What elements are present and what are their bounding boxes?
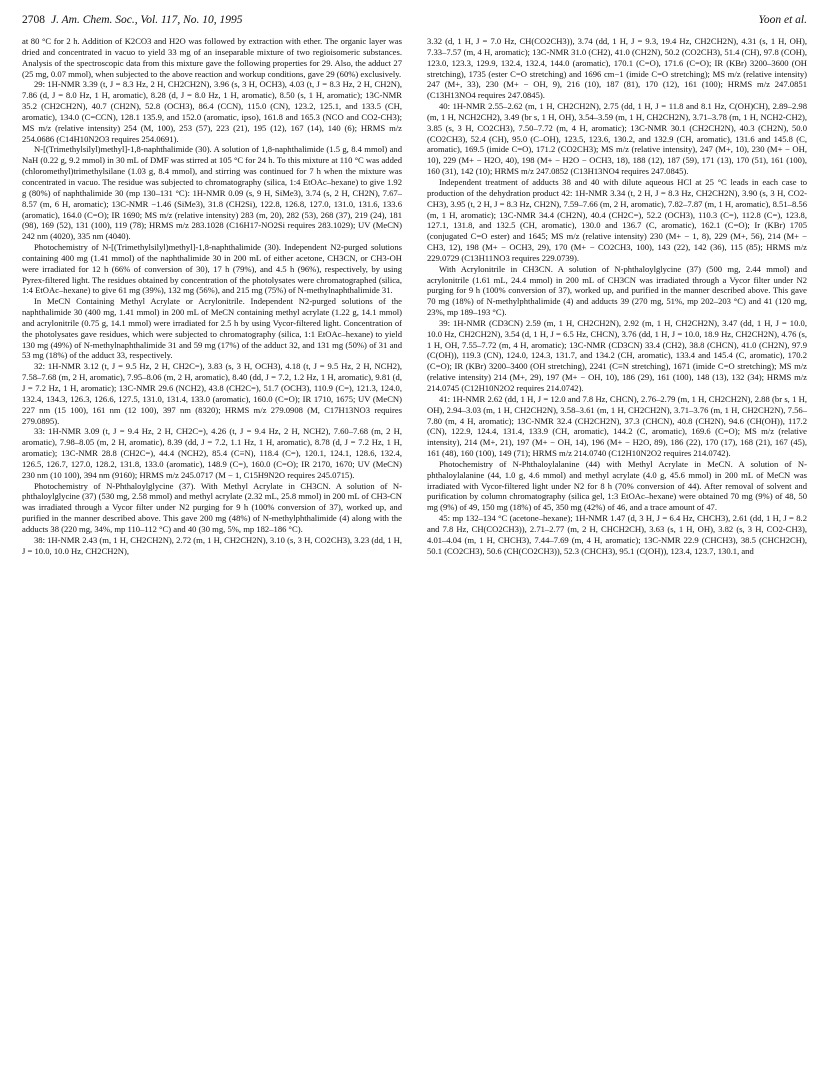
paragraph: 40: 1H-NMR 2.55–2.62 (m, 1 H, CH2CH2N), 2.75 (dd, 1 H, J = 11.8 and 8.1 Hz, C(OH)CH), 2.89–2.98 (m, 1 H, NCH2CH2), 3.49 (br s, 1 H, OH), 3.54–3.59 (m, 1 H, CH2CH2N), 3.71–3.78 (m, 1 H, NCH2-CH2), 3.85 (s, 3 H, CO2CH3), 7.50–7.72 (m, 4 H, aromatic); 13C-NMR 30.1 (CH2CH2N), 40.3 (CH2N), 50.0 (CO2CH3), 52.4 (CH), 95.0 (C–OH), 123.5, 123.6, 130.2, and 132.9 (CH, aromatic), 131.6 and 145.8 (C, aromatic), 169.5 (imide C=O), 171.2 (CO2CH3); MS m/z (relative intensity), 247 (M+, 10), 230 (M+ − OH, 10), 229 (M+ − H2O, 40), 198 (M+ − H2O − OCH3, 18), 188 (12), 187 (59), 171 (13), 170 (51), 161 (100), 160 (31), 142 (10); HRMS m/z 247.0852 (C13H13NO4 requires 247.0845).: [427, 101, 807, 177]
paragraph: N-[(Trimethylsilyl)methyl]-1,8-naphthalimide (30). A solution of 1,8-naphthalimide (1.5 g, 8.4 mmol) and NaH (0.22 g, 9.2 mmol) in 30 mL of DMF was stirred at 105 °C for 24 h. To this mixture at 110 °C was added (chloromethyl)trimethylsilane (1.03 g, 8.4 mmol), and stirring was continued for 7 h when the mixture was concentrated in vacuo. The residue was subjected to chromatography (silica, 1:4 EtOAc–hexane) to give 1.92 g (80%) of naphthalimide 30 (mp 130–131 °C): 1H-NMR 0.09 (s, 9 H, SiMe3), 3.74 (s, 2 H, CH2N), 7.67–8.57 (m, 6 H, aromatic); 13C-NMR −1.46 (SiMe3), 31.8 (CH2Si), 122.8, 126.8, 127.0, 131.0, 131.6, 133.6 (aromatic), 164.0 (C=O); IR 1690; MS m/z (relative intensity) 283 (m, 20), 282 (53), 268 (37), 219 (24), 181 (98), 169 (52), 131 (100), 119 (78); HRMS m/z 283.1028 (C16H17-NO2Si requires 283.1029); UV (MeCN) 242 nm (4020), 335 nm (4040).: [22, 144, 402, 242]
page-header: [22, 14, 807, 30]
page-number: 2708: [22, 14, 45, 26]
journal-citation: J. Am. Chem. Soc., Vol. 117, No. 10, 1995: [51, 14, 243, 26]
paragraph: 29: 1H-NMR 3.39 (t, J = 8.3 Hz, 2 H, CH2CH2N), 3.96 (s, 3 H, OCH3), 4.03 (t, J = 8.3 Hz, 2 H, CH2N), 7.86 (d, J = 8.0 Hz, 1 H, aromatic), 8.28 (d, J = 8.0 Hz, 1 H, aromatic), 8.50 (s, 1 H, aromatic); 13C-NMR 35.2 (CH2CH2N), 40.7 (CH2N), 52.8 (OCH3), 86.4 (CCN), 115.0 (CN), 123.2, 125.1, and 133.5 (CH, aromatic), 134.0 (C=CCN), 128.1 135.9, and 152.0 (aromatic, ipso), 161.8 and 165.3 (NCO and CO2-CH3); MS m/z (relative intensity) 254 (M, 100), 253 (57), 223 (21), 195 (12), 167 (14), 140 (6); HRMS m/z 254.0686 (C14H10N2O3 requires 254.0691).: [22, 79, 402, 144]
paragraph: 33: 1H-NMR 3.09 (t, J = 9.4 Hz, 2 H, CH2C=), 4.26 (t, J = 9.4 Hz, 2 H, NCH2), 7.60–7.68 (m, 2 H, aromatic), 7.98–8.05 (m, 2 H, aromatic), 8.39 (dd, J = 7.2, 1.1 Hz, 1 H, aromatic), 8.78 (d, J = 7.2 Hz, 1 H, aromatic); 13C-NMR 28.8 (CH2C=), 44.4 (NCH2), 85.4 (C≡N), 118.4 (C=), 120.1, 124.1, 128.6, 132.4, 126.5, 126.7, 127.0, 128.2, 131.8, 133.0 (aromatic), 148.9 (C=), 160.0 (C=O); IR 2170, 1670; UV (MeCN) 230 nm (10 100), 394 nm (9160); HRMS m/z 245.0717 (M − 1, C15H9N2O requires 245.0715).: [22, 426, 402, 480]
right-column: [427, 36, 807, 1066]
paragraph: Independent treatment of adducts 38 and 40 with dilute aqueous HCl at 25 °C leads in each case to production of the dehydration product 42: 1H-NMR 3.34 (t, 2 H, J = 8.3 Hz, CH2CH2N), 3.90 (s, 3 H, CO2-CH3), 3.95 (t, 2 H, J = 8.3 Hz, CH2N), 7.59–7.66 (m, 2 H, aromatic), 7.82–7.87 (m, 1 H, aromatic), 8.51–8.56 (m, 1 H, aromatic); 13C-NMR 34.4 (CH2N), 40.4 (CH2C=), 52.2 (OCH3), 110.3 (C=), 112.8 (C=), 123.8, 127.1, 131.8, and 132.5 (CH, aromatic), 130.0 and 136.7 (C, aromatic), 162.1 (C=O); Ir (KBr) 1705 (conjugated C=O ester) and 1645; MS m/z (relative intensity) 230 (M+ − 1, 8), 229 (M+, 56), 214 (M+ − CH3, 12), 198 (M+ − OCH3, 29), 170 (M+ − CO2CH3, 100), 143 (22), 142 (36), 115 (85); HRMS m/z 229.0729 (C13H11NO3 requires 229.0739).: [427, 176, 807, 263]
paragraph: 32: 1H-NMR 3.12 (t, J = 9.5 Hz, 2 H, CH2C=), 3.83 (s, 3 H, OCH3), 4.18 (t, J = 9.5 Hz, 2 H, NCH2), 7.58–7.68 (m, 2 H, aromatic), 7.95–8.06 (m, 2 H, aromatic), 8.40 (dd, J = 7.2, 1.2 Hz, 1 H, aromatic), 9.81 (d, J = 7.2 Hz, 1 H, aromatic); 13C-NMR 29.6 (NCH2), 43.8 (CH2C=), 51.7 (OCH3), 110.9 (C=), 121.3, 124.0, 132.4, 134.3, 126.3, 126.6, 127.5, 131.0, 131.4, 133.0 (aromatic), 160.0 (C=O); IR 1710, 1675; UV (MeCN) 227 nm (15 100), 161 nm (12 100), 397 nm (8320); HRMS m/z 279.0908 (M, C17H13NO3 requires 279.0895).: [22, 361, 402, 426]
paragraph: 45: mp 132–134 °C (acetone–hexane); 1H-NMR 1.47 (d, 3 H, J = 6.4 Hz, CHCH3), 2.61 (dd, 1 H, J = 8.2 and 7.8 Hz, CH(CO2CH3)), 2.71–2.77 (m, 2 H, CHCH2CH), 3.63 (s, 1 H, OH), 3.82 (s, 3 H, CO2-CH3), 4.01–4.04 (m, 1 H, CHCH3), 7.44–7.69 (m, 4 H, aromatic); 13C-NMR 22.9 (CHCH3), 38.5 (CHCH2CH), 50.1 (CO2CH3), 50.6 (CH(CO2CH3)), 52.3 (CHCH3), 95.1 (C(OH)), 123.4, 123.7, 130.1, and: [427, 513, 807, 556]
paragraph: 41: 1H-NMR 2.62 (dd, 1 H, J = 12.0 and 7.8 Hz, CHCN), 2.76–2.79 (m, 1 H, CH2CH2N), 2.88 (br s, 1 H, OH), 2.94–3.03 (m, 1 H, CH2CH2N), 3.58–3.61 (m, 1 H, CH2CH2N), 3.71–3.76 (m, 1 H, CH2CH2N), 7.56–7.80 (m, 4 H, aromatic); 13C-NMR 32.4 (CH2CH2N), 37.3 (CHCN), 40.8 (CH2N), 94.6 (CH(OH)), 117.2 (CN), 122.9, 124.4, 131.4, 133.9 (CH, aromatic), 144.2 (C, aromatic), 169.6 (C=O); MS m/z (relative intensity), 214 (M+, 21), 197 (M+ − OH, 14), 196 (M+ − H2O, 89), 186 (22), 170 (17), 168 (21), 167 (45), 161 (48), 160 (100), 149 (71); HRMS m/z 214.0740 (C12H10N2O2 requires 214.0742).: [427, 393, 807, 459]
left-column: [22, 36, 402, 1066]
paragraph: 38: 1H-NMR 2.43 (m, 1 H, CH2CH2N), 2.72 (m, 1 H, CH2CH2N), 3.10 (s, 3 H, CO2CH3), 3.23 (dd, 1 H, J = 10.0, 10.0 Hz, CH2CH2N),: [22, 534, 402, 556]
paragraph: Photochemistry of N-[(Trimethylsilyl)methyl]-1,8-naphthalimide (30). Independent N2-purged solutions containing 400 mg (1.41 mmol) of the naphthalimide 30 in 200 mL of either acetone, CH3CN, or CH3-OH were irradiated for 12 h (66% of conversion of 30), 17 h (79%), and 4.5 h (96%), respectively, by using Pyrex-filtered light. The residues obtained by concentration of the photolysates were chromatographed (silica, 1:4 EtOAc–hexane) to give 61 mg (39%), 132 mg (56%), and 215 mg (75%) of N-methylnaphthalimide 31.: [22, 242, 402, 296]
paragraph: With Acrylonitrile in CH3CN. A solution of N-phthaloylglycine (37) (500 mg, 2.44 mmol) and acrylonitrile (1.61 mL, 24.4 mmol) in 200 mL of CH3CN was irradiated through a Vycor filter under N2 purging for 9 h (100% conversion of 37), worked up, and purified in the manner described above. This gave 70 mg (18%) of N-methylphthalimide (4) and adducts 39 (270 mg, 51%, mp 202–203 °C) and 41 (120 mg, 23%, mp 189–193 °C).: [427, 263, 807, 318]
two-column-body: [22, 36, 807, 1066]
paragraph: 3.32 (d, 1 H, J = 7.0 Hz, CH(CO2CH3)), 3.74 (dd, 1 H, J = 9.3, 19.4 Hz, CH2CH2N), 4.31 (s, 1 H, OH), 7.33–7.57 (m, 4 H, aromatic); 13C-NMR 31.0 (CH2), 41.0 (CH2N), 50.2 (CO2CH3), 51.4 (CH), 97.8 (COH), 123.0, 123.3, 129.9, 132.4, 132.4, 144.0 (aromatic), 170.1 (C=O), 171.6 (C=O); IR (KBr) 3200–3600 (OH stretching), 1735 (ester C=O stretching) and 1696 cm−1 (imide C=O stretching); MS m/z (relative intensity) 247 (M+, 33), 230 (M+ − OH, 9), 216 (10), 187 (81), 170 (12), 161 (100); HRMS m/z 247.0851 (C13H13NO4 requires 247.0845).: [427, 36, 807, 101]
paragraph: 39: 1H-NMR (CD3CN) 2.59 (m, 1 H, CH2CH2N), 2.92 (m, 1 H, CH2CH2N), 3.47 (dd, 1 H, J = 10.0, 10.0 Hz, CH2CH2N), 3.54 (d, 1 H, J = 6.5 Hz, CHCN), 3.76 (dd, 1 H, J = 10.0, 18.9 Hz, CH2CH2N), 4.76 (s, 1 H, OH, 7.55–7.72 (m, 4 H, aromatic); 13C-NMR (CD3CN) 33.4 (CH2), 38.8 (CHCN), 41.0 (CH2N), 97.9 (C(OH)), 119.3 (CN), 124.0, 124.3, 131.7, and 134.2 (CH, aromatic), 133.4 and 145.4 (C, aromatic), 170.2 (C=O); IR (KBr) 3200–3400 (OH stretching), 2241 (C≡N stretching), 1671 (imide C=O stretching); MS m/z (relative intensity) 214 (M+, 29), 197 (M+ − OH, 10), 186 (29), 161 (100), 148 (13), 132 (34); HRMS m/z 214.0745 (C12H10N2O2 requires 214.0742).: [427, 317, 807, 393]
paragraph: Photochemistry of N-Phthaloylalanine (44) with Methyl Acrylate in MeCN. A solution of N-phthaloylalanine (44, 1.0 g, 4.6 mmol) and methyl acrylate (4.0 g, 45.6 mmol) in 200 mL of MeCN was irradiated with Vycor-filtered light under N2 for 8 h (70% conversion of 44). After removal of solvent and purification by column chromatography (silica gel, 1:3 EtOAc–hexane) were obtained 70 mg (9%) of 48, 50 mg (9%) of 49, 150 mg (18%) of 45, 350 mg (42%) of 46, and a trace amount of 47.: [427, 458, 807, 513]
paragraph: In MeCN Containing Methyl Acrylate or Acrylonitrile. Independent N2-purged solutions of the naphthalimide 30 (400 mg, 1.41 mmol) in 200 mL of MeCN containing methyl acrylate (1.22 g, 14.1 mmol) and acrylonitrile (0.75 g, 14.1 mmol) were irradiated for 2.5 h by using Vycor-filtered light. Concentration of the photolysates gave residues, which were subjected to chromatography (silica, 1:1 EtOAc–hexane) to yield 130 mg (49%) of N-methylnaphthalimide 31 and 59 mg (17%) of the adduct 32, and 131 mg (50%) of 31 and 53 mg (18%) of the adduct 33, respectively.: [22, 296, 402, 361]
paragraph: Photochemistry of N-Phthaloylglycine (37). With Methyl Acrylate in CH3CN. A solution of N-phthaloylglycine (37) (530 mg, 2.58 mmol) and methyl acrylate (2.32 mL, 25.8 mmol) in 200 mL of CH3-CN was irradiated through a Vycor filter under N2 purging for 9 h (100% conversion of 37), worked up, and purified in the manner described above. This gave 200 mg (48%) of N-methylphthalimide (4) along with the adducts 38 (220 mg, 34%, mp 110–112 °C) and 40 (30 mg, 5%, mp 182–186 °C).: [22, 480, 402, 534]
paragraph: at 80 °C for 2 h. Addition of K2CO3 and H2O was followed by extraction with ether. The organic layer was dried and concentrated in vacuo to yield 33 mg of an inseparable mixture of two regioisomeric substances. Analysis of the spectroscopic data from this mixture gave the following properties for 29. Also, the adduct 27 (25 mg, 0.07 mmol), when subjected to the above reaction and workup conditions, gave 29 (60%) exclusively.: [22, 36, 402, 79]
header-left: [22, 14, 243, 30]
header-authors: Yoon et al.: [758, 14, 807, 26]
